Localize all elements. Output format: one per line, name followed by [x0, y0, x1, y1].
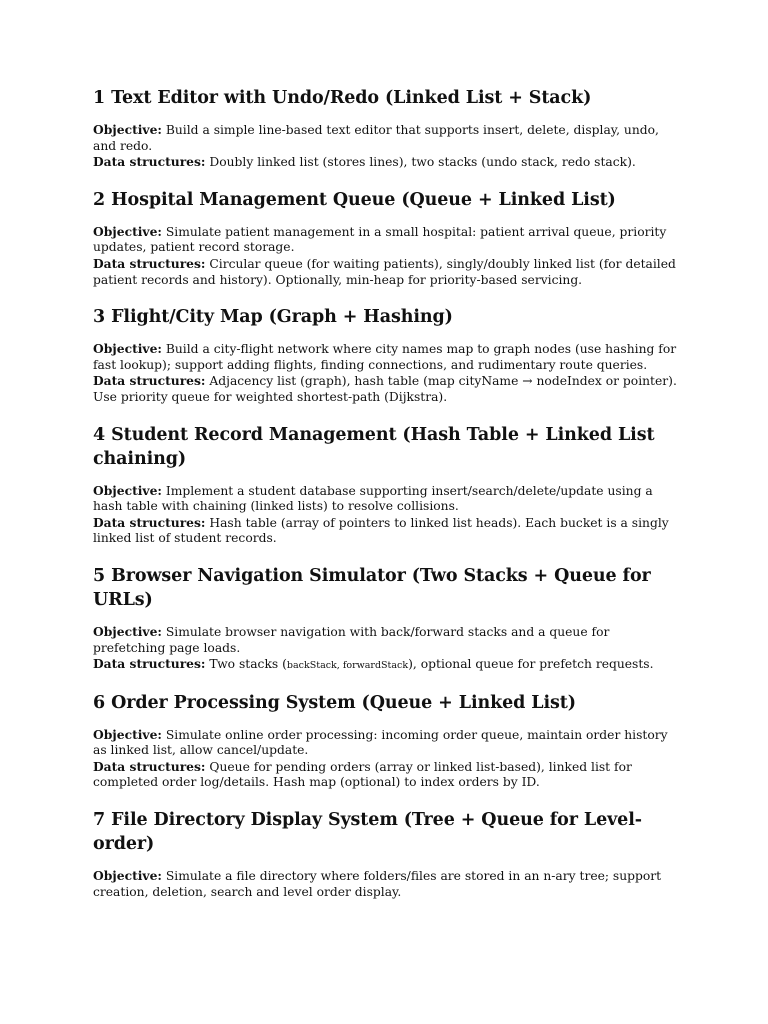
data-structures-text: Queue for pending orders (array or linked list-based), linked list for completed order log/details. Hash map (optional) to index orders by ID. [93, 759, 632, 790]
section-gap [93, 171, 680, 188]
objective-paragraph [93, 483, 680, 515]
objective-label: Objective: [93, 868, 162, 884]
data-structures-paragraph [93, 656, 680, 674]
data-structures-paragraph [93, 759, 680, 791]
section-heading: 1 Text Editor with Undo/Redo (Linked List + Stack) [93, 88, 592, 108]
data-structures-label: Data structures: [93, 758, 206, 774]
section-heading: 3 Flight/City Map (Graph + Hashing) [93, 307, 453, 328]
objective-label: Objective: [93, 482, 162, 498]
objective-text: Simulate a file directory where folders/files are stored in an n-ary tree; support creation, deletion, search and level order display. [93, 869, 662, 899]
data-structures-text: Adjacency list (graph), hash table (map cityName → nodeIndex or pointer). Use priority queue for weighted shortest-path (Dijkstra). [93, 374, 677, 404]
objective-paragraph [93, 624, 680, 656]
section-gap [93, 547, 680, 564]
objective-label: Objective: [93, 726, 162, 742]
objective-label: Objective: [93, 122, 162, 137]
objective-text: Simulate browser navigation with back/forward stacks and a queue for prefetching page loads. [93, 624, 610, 655]
data-structures-label: Data structures: [93, 514, 206, 530]
data-structures-paragraph [93, 373, 680, 405]
objective-paragraph [93, 868, 680, 900]
data-structures-paragraph [93, 154, 680, 171]
stack-names-code: backStack, forwardStack [286, 660, 409, 672]
data-structures-label: Data structures: [93, 373, 206, 389]
section-3 [93, 305, 680, 405]
section-gap [93, 791, 680, 808]
section-gap [93, 406, 680, 423]
objective-text: Simulate online order processing: incoming order queue, maintain order history as linked list, allow cancel/update. [93, 727, 668, 758]
section-4 [93, 423, 680, 547]
section-heading: 5 Browser Navigation Simulator (Two Stacks + Queue for URLs) [93, 565, 651, 610]
data-structures-paragraph [93, 515, 680, 547]
section-heading: 7 File Directory Display System (Tree + Queue for Level-order) [93, 810, 642, 855]
data-structures-paragraph [93, 256, 680, 288]
objective-text: Implement a student database supporting insert/search/delete/update using a hash table with chaining (linked lists) to resolve collisions. [93, 483, 653, 514]
section-heading: 6 Order Processing System (Queue + Linked List) [93, 692, 576, 713]
objective-paragraph [93, 224, 680, 256]
data-structures-label: Data structures: [93, 656, 206, 672]
data-structures-text-start: Two stacks ( [205, 657, 287, 672]
objective-text: Build a city-flight network where city names map to graph nodes (use hashing for fast lookup); support adding flights, finding connections, and rudimentary route queries. [93, 342, 677, 372]
data-structures-label: Data structures: [93, 255, 206, 271]
objective-paragraph [93, 341, 680, 373]
section-1 [93, 86, 680, 171]
objective-label: Objective: [93, 623, 162, 639]
objective-paragraph [93, 122, 680, 154]
section-6 [93, 691, 680, 791]
objective-label: Objective: [93, 223, 162, 239]
objective-label: Objective: [93, 341, 162, 357]
objective-paragraph [93, 727, 680, 759]
section-gap [93, 674, 680, 691]
section-7 [93, 808, 680, 900]
data-structures-label: Data structures: [93, 154, 206, 170]
section-5 [93, 564, 680, 674]
objective-text: Simulate patient management in a small hospital: patient arrival queue, priority updates, patient record storage. [93, 224, 667, 255]
data-structures-text: Doubly linked list (stores lines), two stacks (undo stack, redo stack). [205, 155, 636, 170]
section-2 [93, 188, 680, 288]
objective-text: Build a simple line-based text editor that supports insert, delete, display, undo, and redo. [93, 123, 659, 153]
section-gap [93, 288, 680, 305]
data-structures-text-end: ), optional queue for prefetch requests. [408, 657, 654, 672]
section-heading: 4 Student Record Management (Hash Table + Linked List chaining) [93, 424, 655, 469]
data-structures-text: Hash table (array of pointers to linked list heads). Each bucket is a singly linked list of student records. [93, 515, 669, 546]
data-structures-text: Circular queue (for waiting patients), singly/doubly linked list (for detailed patient records and history). Optionally, min-heap for priority-based servicing. [93, 256, 676, 287]
section-heading: 2 Hospital Management Queue (Queue + Linked List) [93, 189, 616, 210]
